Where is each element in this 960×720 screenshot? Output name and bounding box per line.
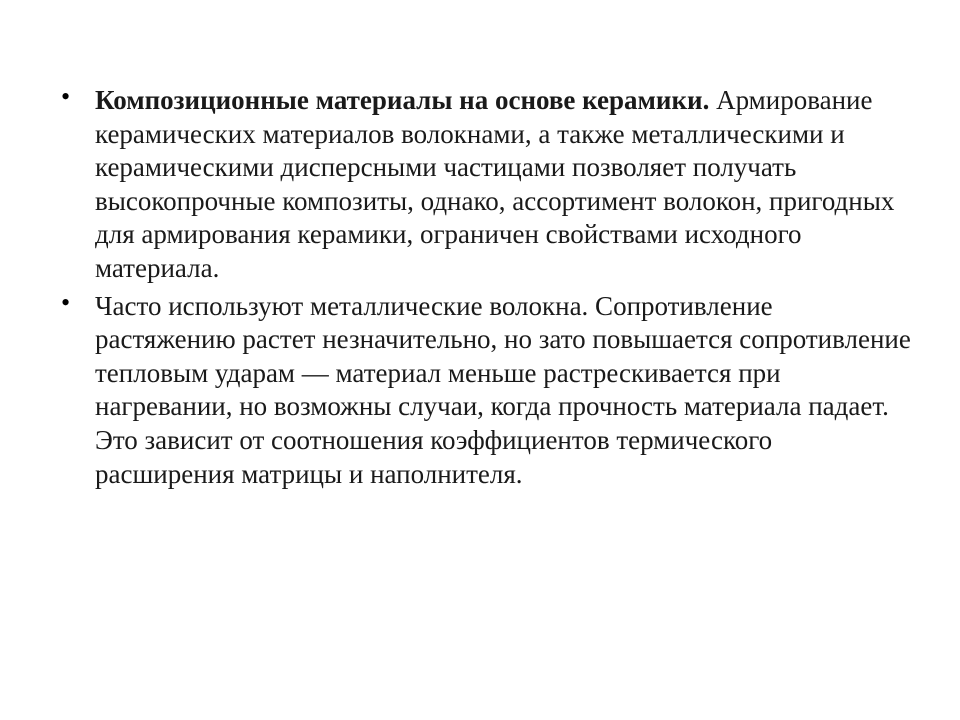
bullet-list: [61, 82, 915, 495]
bullet-heading: Композиционные материалы на основе керамики.: [95, 85, 710, 115]
bullet-body: Армирование керамических материалов волокнами, а также металлическими и керамическими дисперсными частицами позволяет получать высокопрочные композиты, однако, ассортимент волокон, пригодных для армирования керамики, ограничен свойствами исходного материала.: [95, 85, 895, 283]
bullet-item: [61, 287, 915, 492]
bullet-body: Часто используют металлические волокна. Сопротивление растяжению растет незначительно, но зато повышается сопротивление тепловым ударам — материал меньше растрескивается при нагревании, но возможны случаи, когда прочность материала падает. Это зависит от соотношения коэффициентов термического расширения матрицы и наполнителя.: [95, 290, 911, 489]
bullet-text: [95, 290, 915, 492]
bullet-icon: •: [61, 82, 71, 111]
bullet-text: [95, 84, 915, 286]
bullet-icon: •: [61, 287, 71, 317]
bullet-item: [61, 82, 915, 286]
